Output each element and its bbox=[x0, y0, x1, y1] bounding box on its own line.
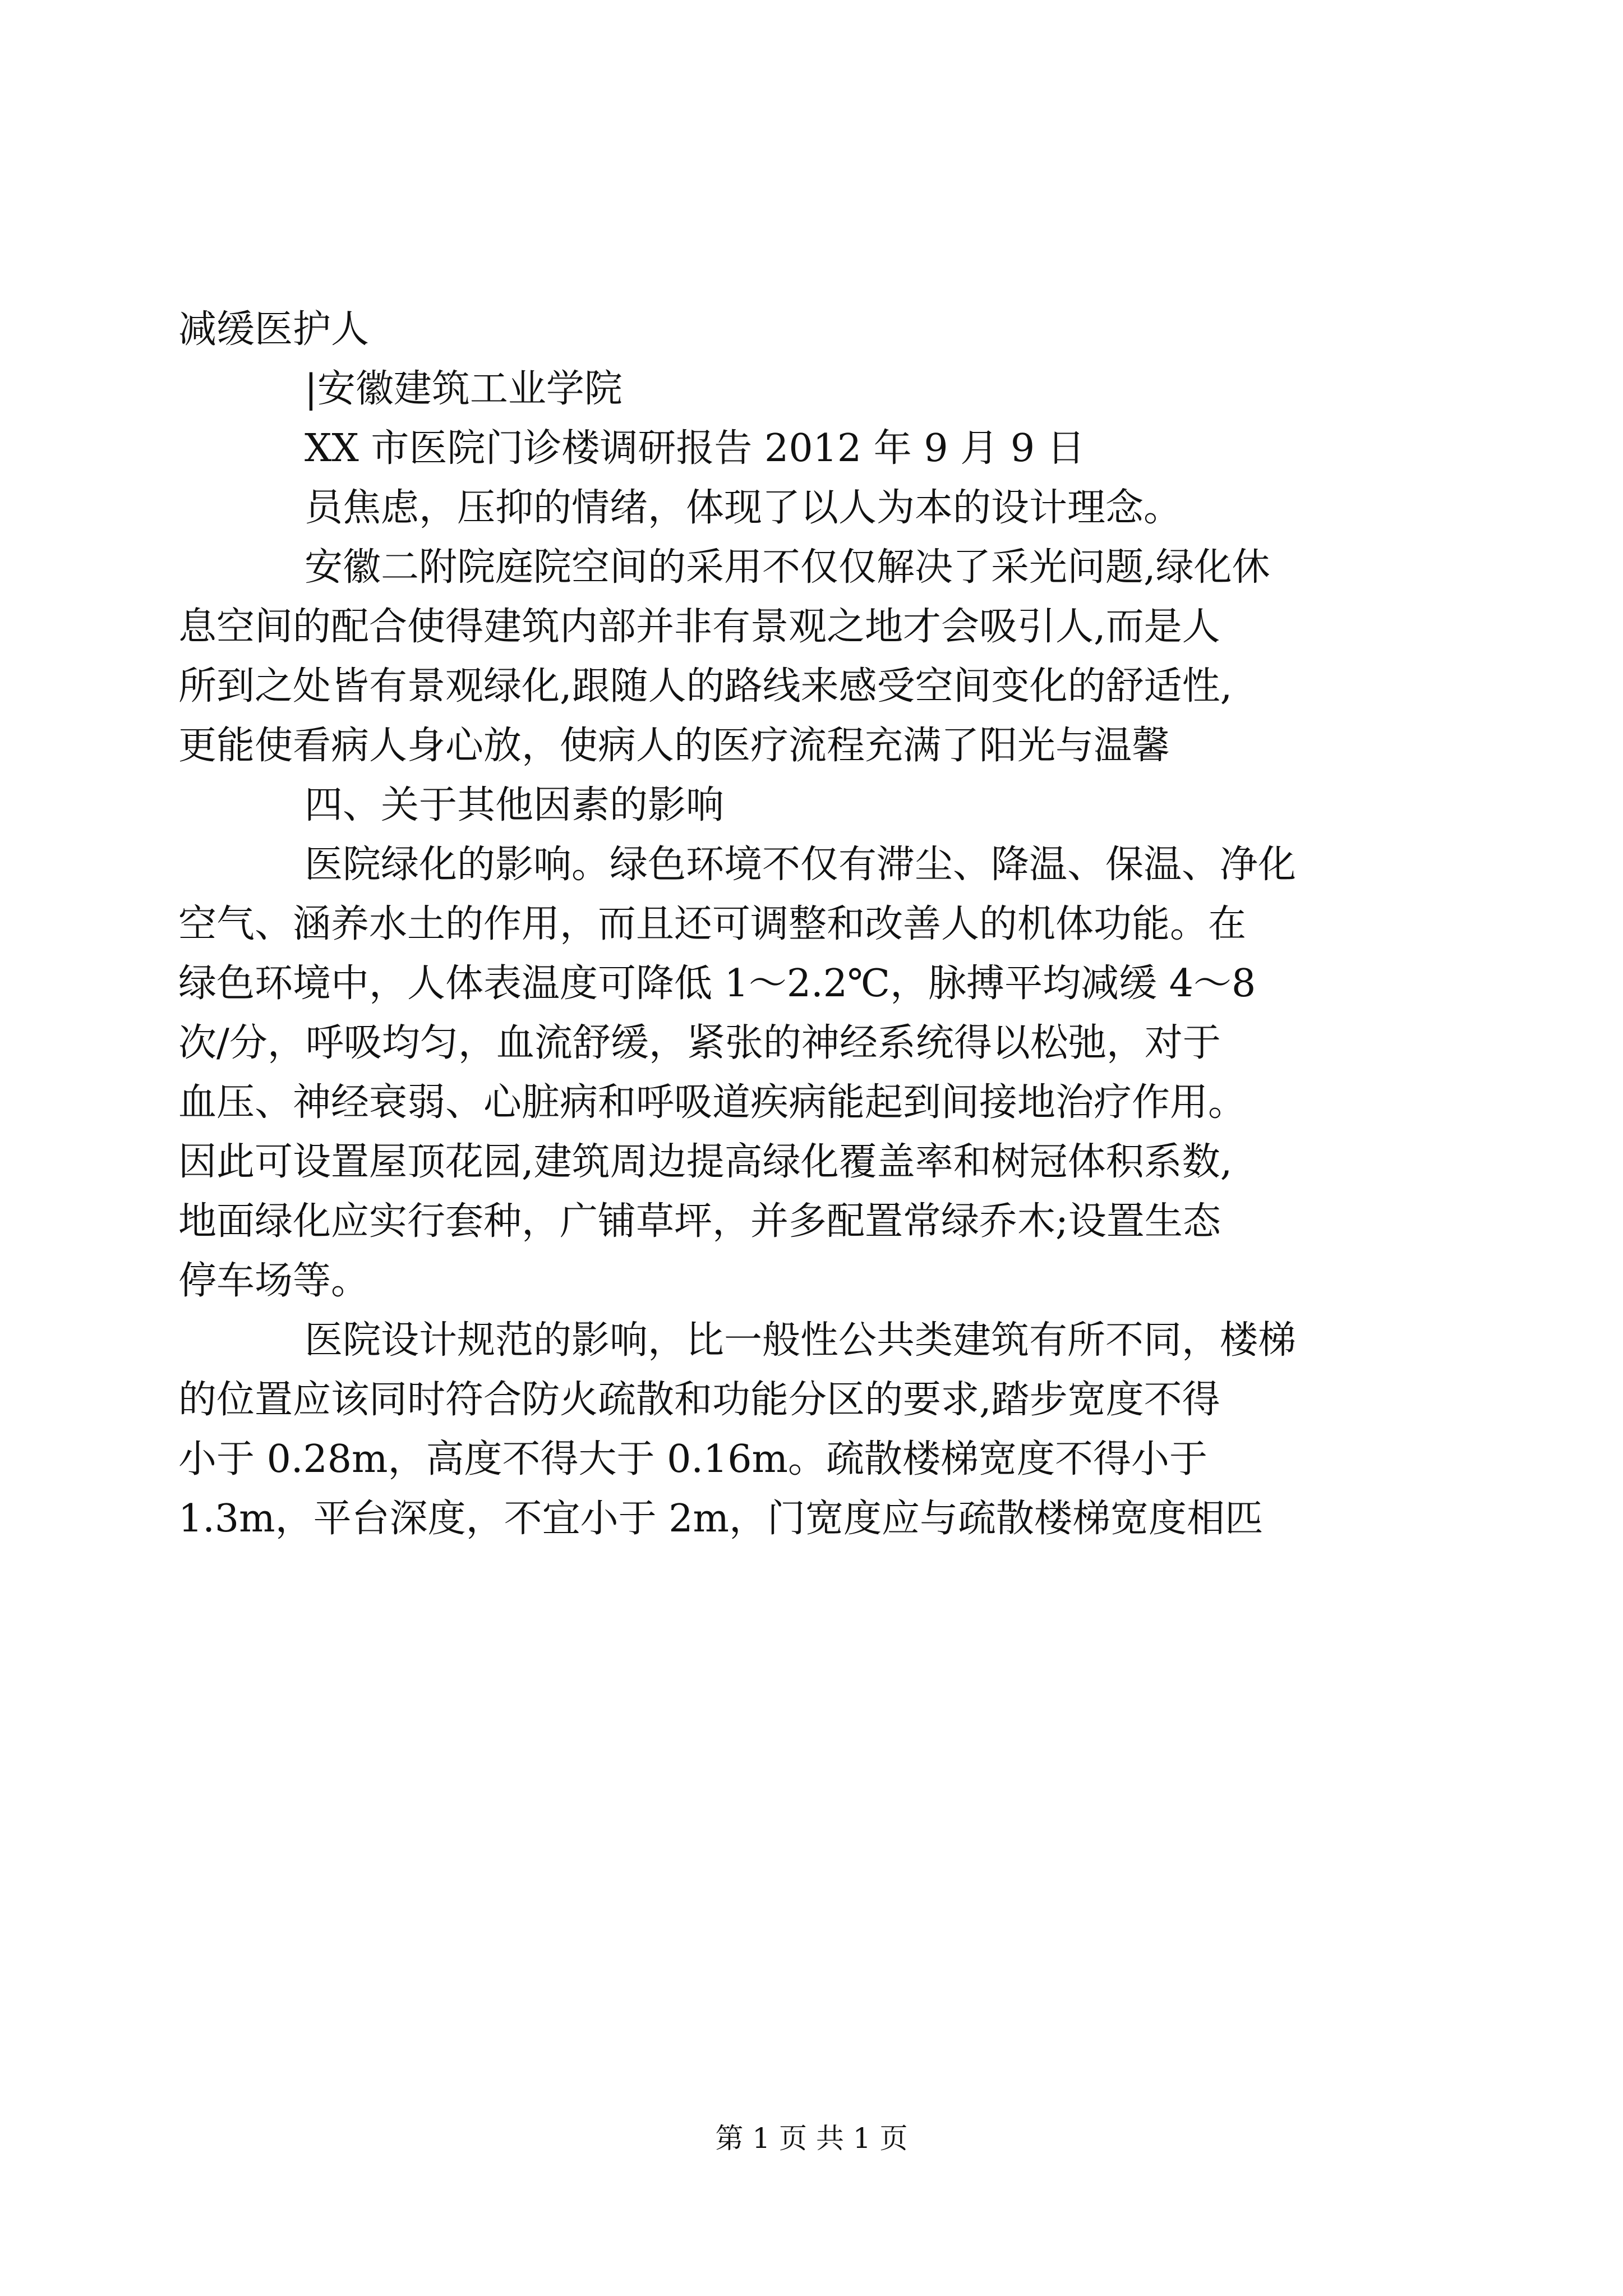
paragraph-line: 安徽二附院庭院空间的采用不仅仅解决了采光问题,绿化休 bbox=[305, 545, 1270, 590]
paragraph-design-code bbox=[178, 1311, 1440, 1549]
section-heading: 四、关于其他因素的影响 bbox=[305, 783, 725, 827]
text-line: 员焦虑，压抑的情绪，体现了以人为本的设计理念。 bbox=[305, 486, 1182, 530]
paragraph-courtyard bbox=[178, 538, 1440, 776]
page-footer: 第 1 页 共 1 页 bbox=[715, 2122, 908, 2155]
paragraph-line: 所到之处皆有景观绿化,跟随人的路线来感受空间变化的舒适性, bbox=[178, 664, 1233, 708]
paragraph-line: 绿色环境中，人体表温度可降低 1～2.2℃，脉搏平均减缓 4～8 bbox=[178, 961, 1256, 1006]
text-line: 减缓医护人 bbox=[178, 307, 370, 352]
paragraph-line: 息空间的配合使得建筑内部并非有景观之地才会吸引人,而是人 bbox=[178, 605, 1220, 649]
paragraph-greening bbox=[178, 835, 1440, 1311]
paragraph-line: 医院设计规范的影响，比一般性公共类建筑有所不同，楼梯 bbox=[305, 1318, 1297, 1363]
paragraph-line: 停车场等。 bbox=[178, 1259, 370, 1303]
paragraph-line: 更能使看病人身心放，使病人的医疗流程充满了阳光与温馨 bbox=[178, 724, 1170, 768]
paragraph-line: 小于 0.28m，高度不得大于 0.16m。疏散楼梯宽度不得小于 bbox=[178, 1437, 1208, 1481]
paragraph-line: 次/分，呼吸均匀，血流舒缓，紧张的神经系统得以松弛，对于 bbox=[178, 1021, 1221, 1065]
report-title-date: XX 市医院门诊楼调研报告 2012 年 9 月 9 日 bbox=[305, 426, 1085, 471]
paragraph-line: 空气、涵养水土的作用，而且还可调整和改善人的机体功能。在 bbox=[178, 902, 1247, 946]
paragraph-line: 1.3m，平台深度，不宜小于 2m，门宽度应与疏散楼梯宽度相匹 bbox=[178, 1497, 1263, 1541]
paragraph-line: 的位置应该同时符合防火疏散和功能分区的要求,踏步宽度不得 bbox=[178, 1378, 1220, 1422]
document-body bbox=[178, 300, 1440, 1549]
paragraph-line: 因此可设置屋顶花园,建筑周边提高绿化覆盖率和树冠体积系数, bbox=[178, 1140, 1233, 1184]
author-affiliation: |安徽建筑工业学院 bbox=[305, 367, 623, 411]
paragraph-line: 地面绿化应实行套种，广铺草坪，并多配置常绿乔木;设置生态 bbox=[178, 1199, 1221, 1244]
paragraph-line: 血压、神经衰弱、心脏病和呼吸道疾病能起到间接地治疗作用。 bbox=[178, 1080, 1247, 1125]
paragraph-line: 医院绿化的影响。绿色环境不仅有滞尘、降温、保温、净化 bbox=[305, 843, 1297, 887]
